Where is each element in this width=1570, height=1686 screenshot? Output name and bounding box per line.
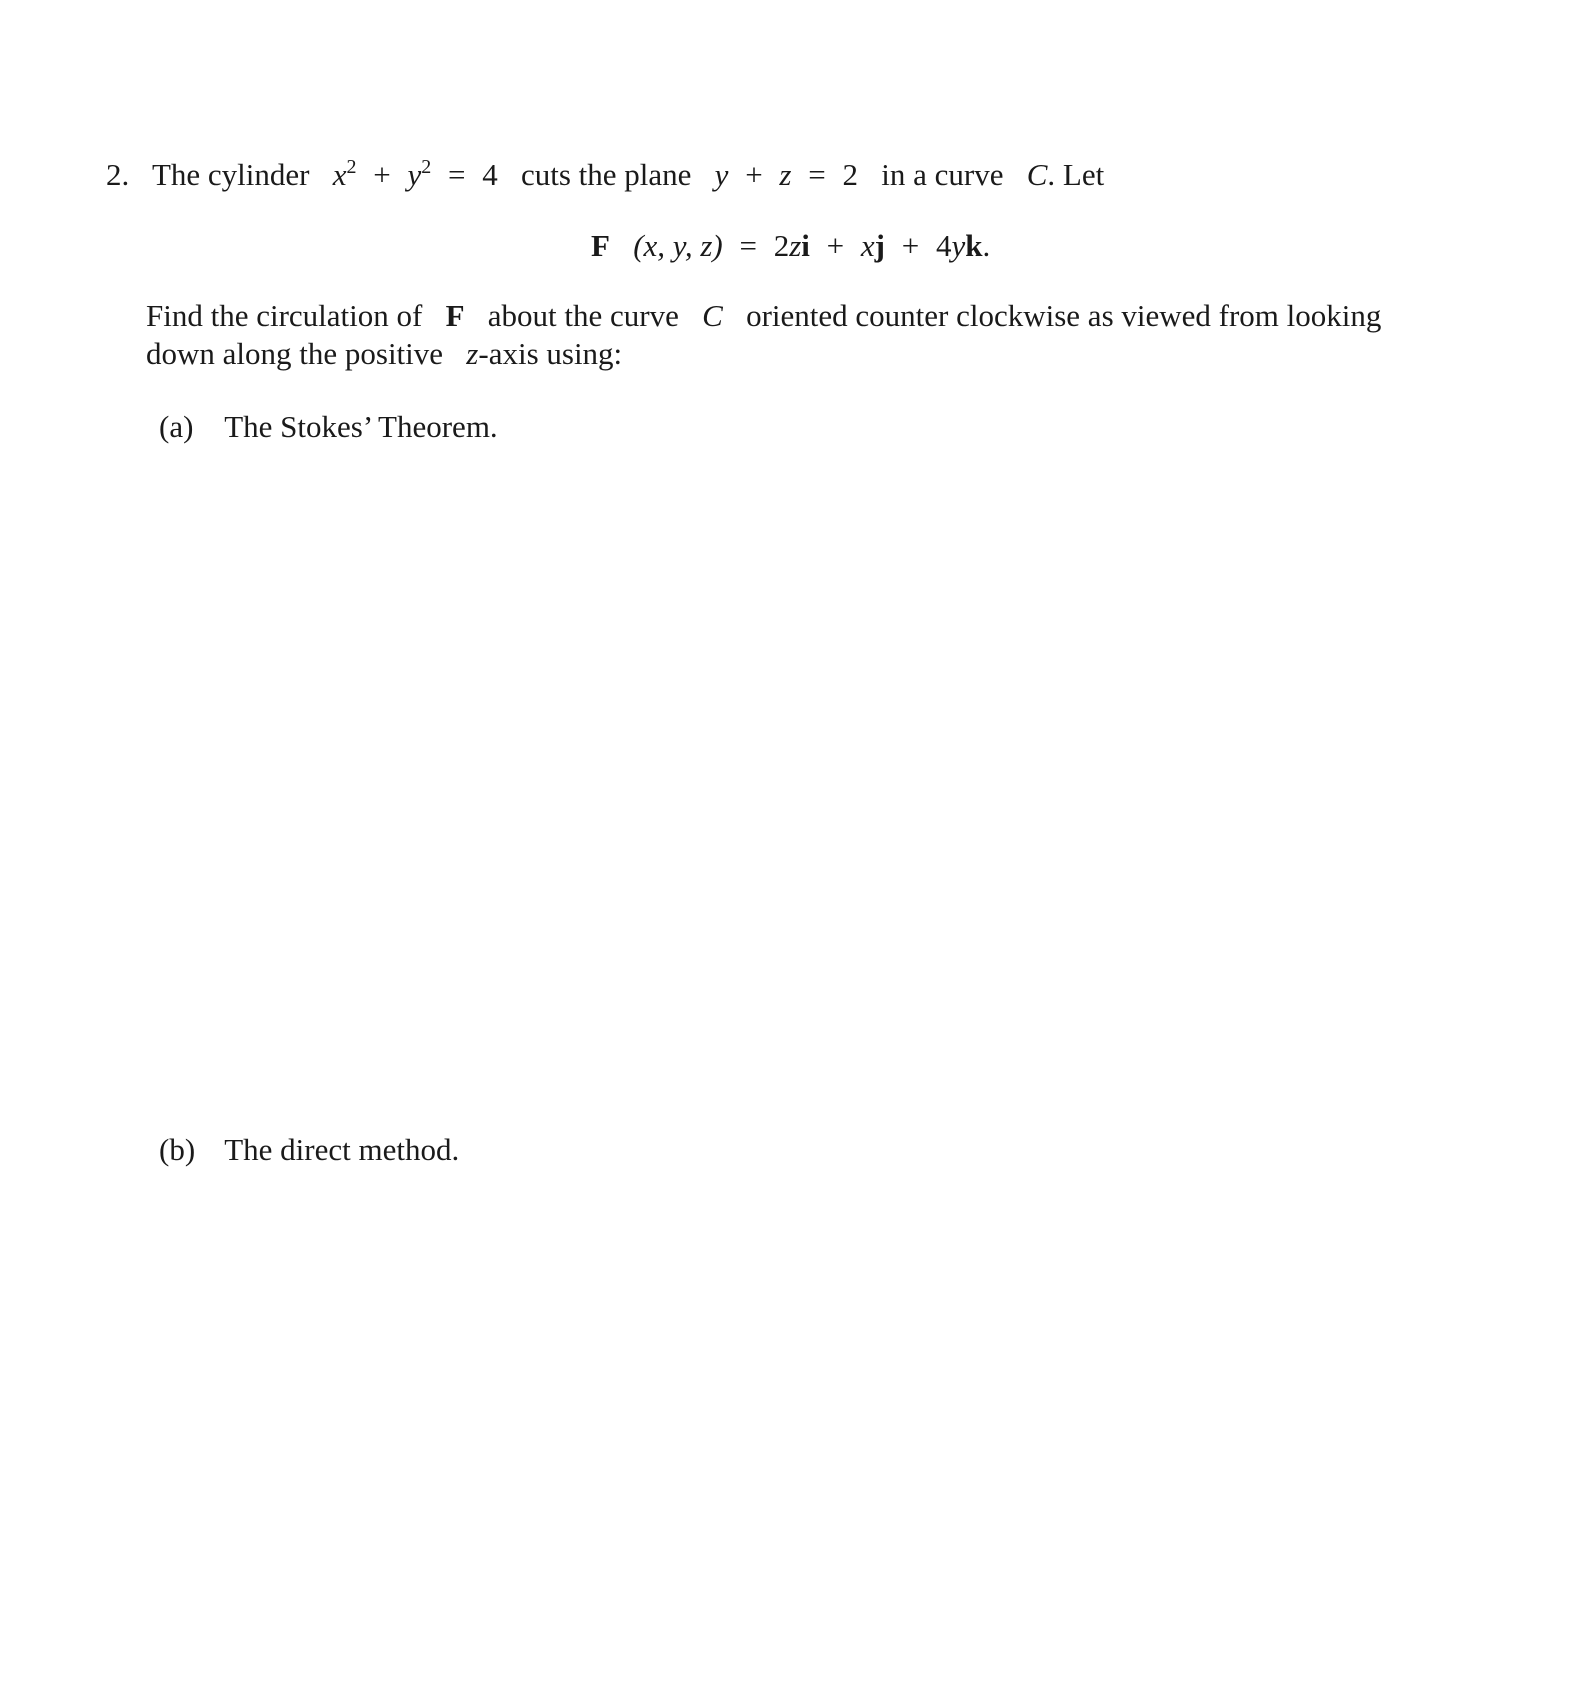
math-plus: + [901,228,920,263]
part-text: The Stokes’ Theorem. [224,409,498,444]
math-field-f: F [591,228,610,263]
problem-text-let: . Let [1047,157,1105,192]
math-exponent: 2 [421,156,432,178]
math-var-x: x [860,228,875,263]
math-var-y: y [951,228,966,263]
instruction-line-1 [146,300,1381,331]
math-unit-k: k [965,228,983,263]
math-equals: = [739,228,757,263]
math-number: 2 [842,157,858,192]
vector-field-equation [591,230,990,261]
instruction-text: -axis using: [478,336,623,371]
math-curve-c: C [702,298,723,333]
instruction-text: about the curve [487,298,679,333]
math-curve-c: C [1026,157,1048,192]
math-coefficient: 2 [773,228,790,263]
math-equals: = [447,157,466,192]
math-exponent: 2 [346,156,357,178]
instruction-line-2 [146,338,622,369]
problem-text-curve: in a curve [881,157,1004,192]
math-unit-i: i [801,228,810,263]
part-text: The direct method. [224,1132,460,1167]
math-coefficient: 4 [935,228,952,263]
part-label: (a) [159,409,194,444]
math-equals: = [808,157,826,192]
math-unit-j: j [874,228,885,263]
part-label: (b) [159,1132,196,1167]
math-var-z: z [789,228,802,263]
math-plus: + [745,157,763,192]
instruction-text: down along the positive [146,336,444,371]
math-field-f: F [445,298,465,333]
instruction-text: Find the circulation of [146,298,423,333]
math-var-z: z [779,157,792,192]
math-var-y: y [714,157,729,192]
part-b [159,1134,459,1165]
problem-text-cuts: cuts the plane [520,157,692,192]
math-plus: + [826,228,845,263]
math-plus: + [373,157,391,192]
math-arguments: (x, y, z) [633,228,723,263]
math-var-z: z [466,336,479,371]
math-period: . [982,228,991,263]
instruction-text: oriented counter clockwise as viewed from looking [746,298,1382,333]
problem-statement [106,156,1105,192]
problem-number: 2. [106,157,130,192]
math-var-x: x [332,157,347,192]
math-var-y: y [407,157,422,192]
part-a [159,411,498,442]
math-number: 4 [482,157,498,192]
problem-text-intro: The cylinder [151,157,310,192]
